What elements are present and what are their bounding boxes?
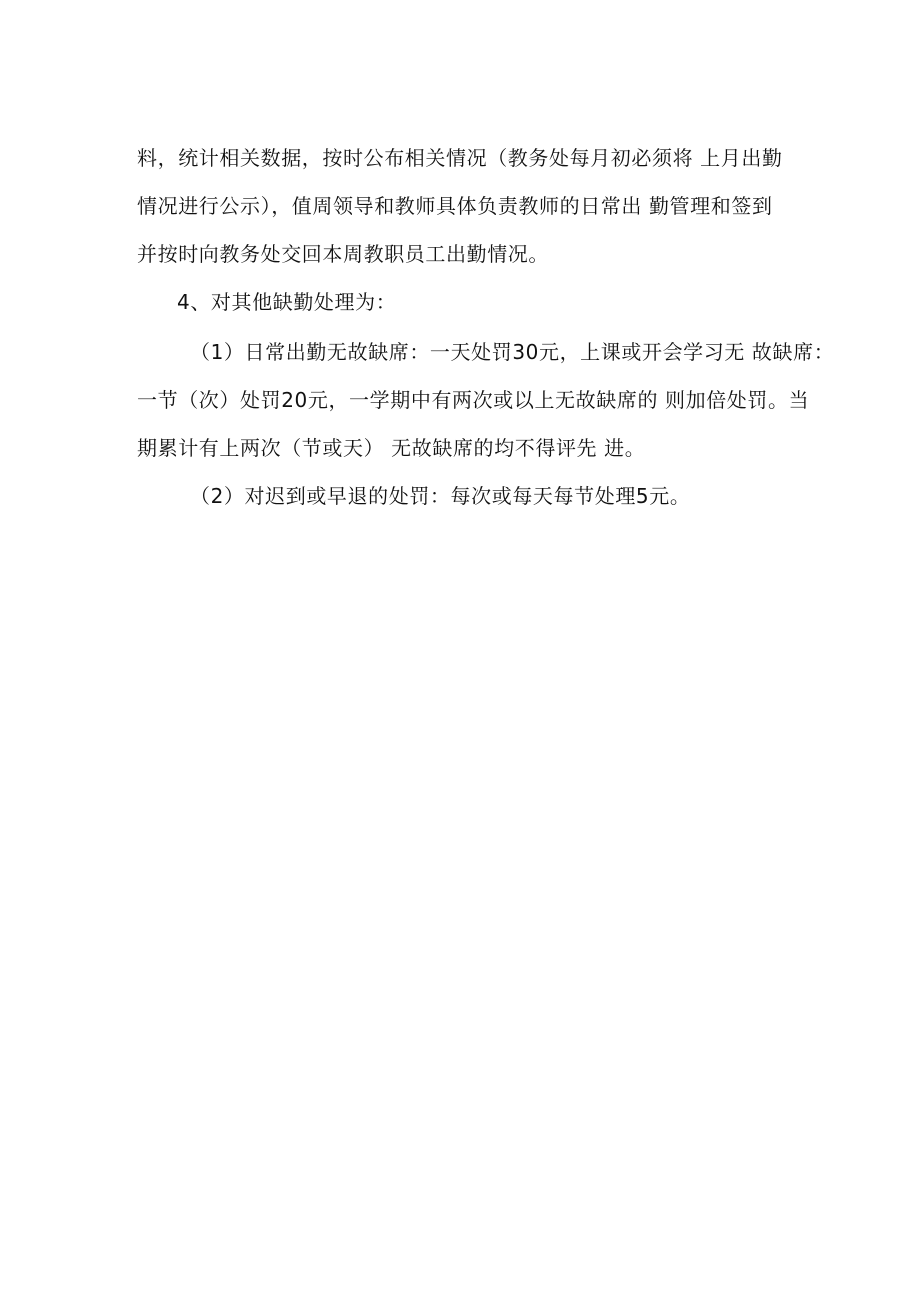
item-1-line-3: 期累计有上两次（节或天） 无故缺席的均不得评先 进。	[137, 436, 646, 460]
item-2-line: （2）对迟到或早退的处罚：每次或每天每节处理5元。	[190, 484, 691, 508]
paragraph-1-line-1: 料，统计相关数据，按时公布相关情况（教务处每月初必须将 上月出勤	[137, 146, 783, 170]
item-1-line-1: （1）日常出勤无故缺席：一天处罚30元，上课或开会学习无 故缺席：	[190, 340, 835, 364]
item-1-line-2: 一节（次）处罚20元，一学期中有两次或以上无故缺席的 则加倍处罚。当	[137, 388, 810, 412]
paragraph-1-line-3: 并按时向教务处交回本周教职员工出勤情况。	[137, 242, 549, 266]
paragraph-1-line-2: 情况进行公示），值周领导和教师具体负责教师的日常出 勤管理和签到	[137, 194, 773, 218]
section-heading-4: 4、对其他缺勤处理为：	[177, 290, 397, 314]
